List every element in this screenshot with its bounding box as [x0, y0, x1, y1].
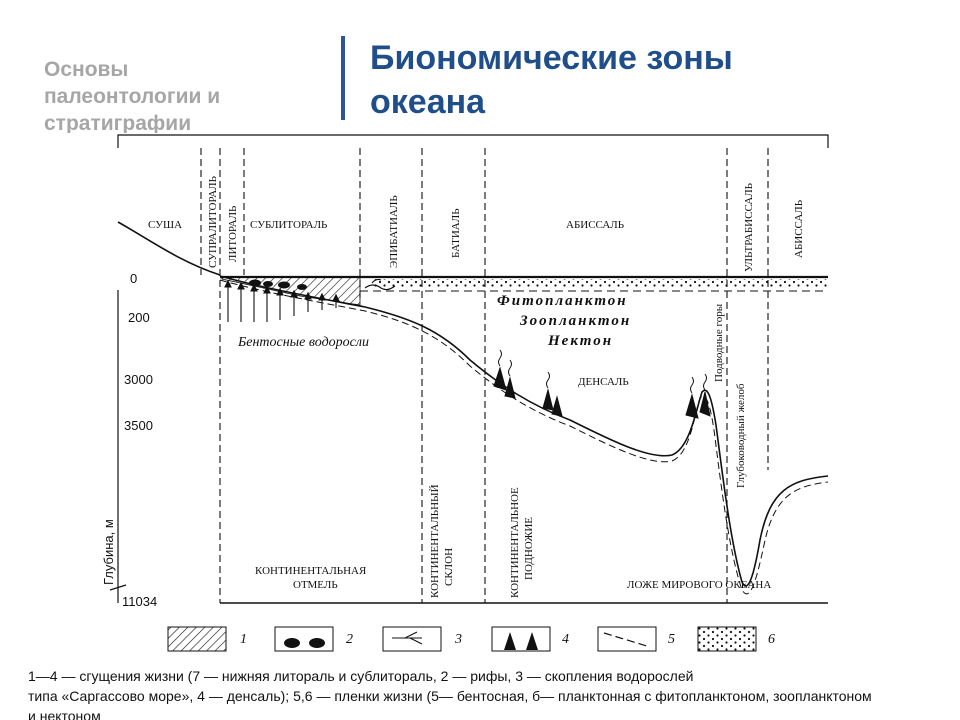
course-title: Основы палеонтологии и стратиграфии: [44, 58, 221, 133]
caption-line-2: типа «Саргассово море», 4 — денсаль); 5,6 — пленки жизни (5— бентосная, б— планктонная с фитопланктоном, зоопланктоном: [28, 688, 872, 704]
zone-bathyal: БАТИАЛЬ: [450, 208, 462, 258]
legend-swatch-6: [698, 627, 756, 651]
depth-axis-label: Глубина, м: [101, 519, 116, 585]
densal-label: ДЕНСАЛЬ: [578, 376, 629, 388]
legend-swatch-2: [275, 627, 333, 651]
seamounts-label: Подводные горы: [713, 303, 725, 382]
depth-tick-11034: 11034: [122, 594, 158, 609]
caption-line-1: 1—4 — сгущения жизни (7 — нижняя литораль и сублитораль, 2 — рифы, 3 — скопления водорослей: [28, 668, 694, 684]
legend-label-3: 3: [455, 632, 462, 647]
nekton-label: Нектон: [548, 333, 614, 349]
shelf-label-1: КОНТИНЕНТАЛЬНАЯ: [255, 565, 367, 577]
slide-title: Биономические зоны океана: [370, 39, 733, 121]
legend-label-2: 2: [346, 632, 353, 647]
plankton-film: [372, 279, 828, 288]
slope-label-2: СКЛОН: [443, 547, 455, 586]
zone-abyssal-2: АБИССАЛЬ: [793, 199, 805, 258]
legend-label-1: 1: [240, 632, 247, 647]
zone-dividers: [201, 148, 768, 603]
shelf-label-2: ОТМЕЛЬ: [293, 579, 338, 591]
legend-swatch-4: [492, 627, 550, 651]
legend-label-4: 4: [562, 632, 569, 647]
legend-swatch-1: [168, 627, 226, 651]
benthic-algae-label: Бентосные водоросли: [238, 335, 369, 350]
depth-tick-3000: 3000: [124, 372, 153, 387]
trench-label: Глубоководный желоб: [735, 383, 747, 488]
legend-label-6: 6: [768, 632, 775, 647]
legend-label-5: 5: [668, 632, 675, 647]
rise-label-1: КОНТИНЕНТАЛЬНОЕ: [509, 487, 521, 598]
phytoplankton-label: Фитопланктон: [497, 293, 628, 309]
legend-swatch-5: [598, 627, 656, 651]
depth-tick-3500: 3500: [124, 418, 153, 433]
caption-line-3: и нектоном: [28, 708, 101, 720]
zooplankton-label: Зоопланктон: [520, 313, 632, 329]
depth-tick-0: 0: [130, 271, 138, 286]
zone-littoral: ЛИТОРАЛЬ: [227, 205, 239, 262]
depth-tick-200: 200: [128, 310, 150, 325]
zone-abyssal: АБИССАЛЬ: [566, 219, 625, 231]
zone-supralittoral: СУПРАЛИТОРАЛЬ: [207, 176, 219, 268]
diagram-frame: [118, 135, 828, 148]
zone-sublittoral: СУБЛИТОРАЛЬ: [250, 219, 328, 231]
zone-land: СУША: [148, 219, 183, 231]
zone-ultraabyssal: УЛЬТРАБИССАЛЬ: [743, 183, 755, 272]
zone-epibathyal: ЭПИБАТИАЛЬ: [388, 195, 400, 268]
rise-label-2: ПОДНОЖИЕ: [523, 517, 535, 580]
slope-label-1: КОНТИНЕНТАЛЬНЫЙ: [429, 484, 441, 598]
legend: [168, 627, 775, 651]
ocean-floor-label: ЛОЖЕ МИРОВОГО ОКЕАНА: [627, 579, 772, 591]
caption: [28, 666, 960, 720]
